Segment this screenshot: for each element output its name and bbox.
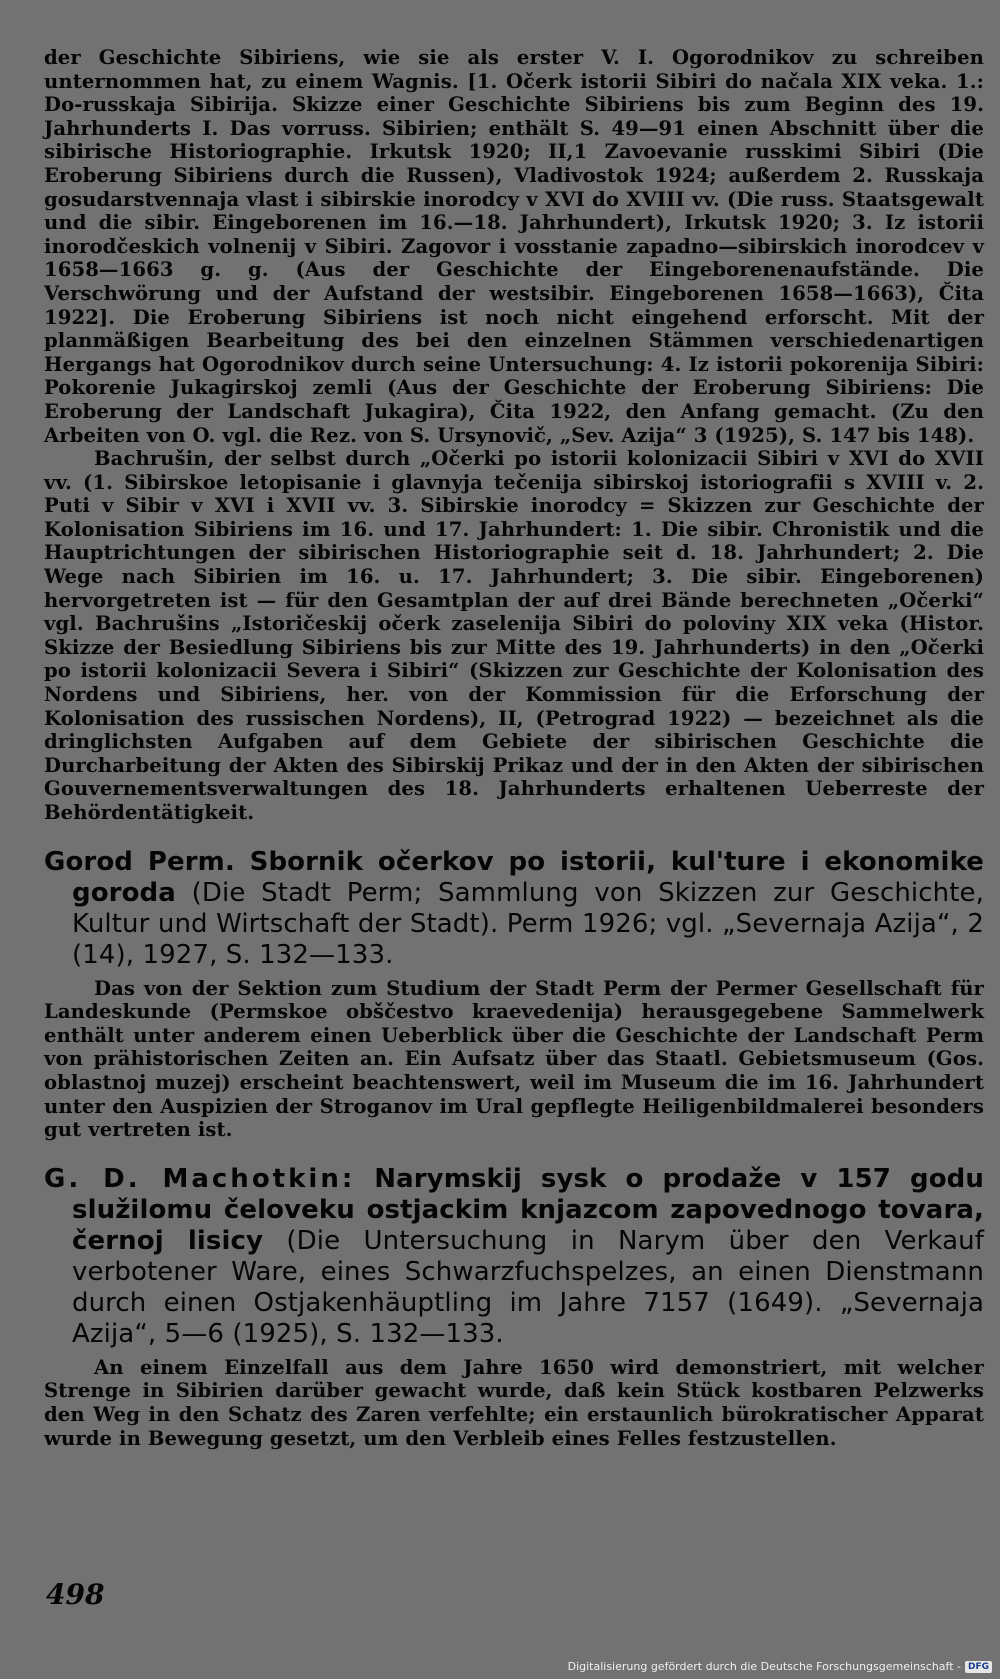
dfg-logo: DFG xyxy=(965,1661,992,1673)
entry-machotkin-title-bold: Narymskij sysk o prodaže v 157 godu služilomu čeloveku ostjackim knjazcom zapovednogo tovara, černoj lisicy xyxy=(72,1163,984,1256)
entry-gorod-perm-body: Das von der Sektion zum Studium der Stadt Perm der Permer Gesellschaft für Landeskunde (Permskoe obščestvo kraevedenija) herausgegebene Sammelwerk enthält unter anderem einen Ueberblick über die Geschichte der Landschaft Perm von prähistorischen Zeiten an. Ein Aufsatz über das Staatl. Gebietsmuseum (Gos. oblastnoj muzej) erscheint beachtenswert, weil im Museum die im 16. Jahrhundert unter den Auspizien der Stroganov im Ural gepflegte Heiligenbildmalerei besonders gut vertreten ist. xyxy=(44,976,984,1142)
entry-gorod-perm-title xyxy=(44,847,984,971)
digitization-footer xyxy=(568,1660,992,1673)
intro-paragraph: der Geschichte Sibiriens, wie sie als erster V. I. Ogorodnikov zu schreiben unternommen hat, zu einem Wagnis. [1. Očerk istorii Sibiri do načala XIX veka. 1.: Do-russkaja Sibirija. Skizze einer Geschichte Sibiriens bis zum Beginn des 19. Jahrhunderts I. Das vorruss. Sibirien; enthält S. 49—91 einen Abschnitt über die sibirische Historiographie. Irkutsk 1920; II,1 Zavoevanie russkimi Sibiri (Die Eroberung Sibiriens durch die Russen), Vladivostok 1924; außerdem 2. Russkaja gosudarstvennaja vlast i sibirskie inorodcy v XVI do XVIII vv. (Die russ. Staatsgewalt und die sibir. Eingeborenen im 16.—18. Jahrhundert), Irkutsk 1920; 3. Iz istorii inorodčeskich volnenij v Sibiri. Zagovor i vosstanie zapadno—sibirskich inorodcev v 1658—1663 g. g. (Aus der Geschichte der Eingeborenenaufstände. Die Verschwörung und der Aufstand der westsibir. Eingeborenen 1658—1663), Čita 1922]. Die Eroberung Sibiriens ist noch nicht eingehend erforscht. Mit der planmäßigen Bearbeitung des bei den einzelnen Stämmen verschiedenartigen Hergangs hat Ogorodnikov durch seine Untersuchung: 4. Iz istorii pokorenija Sibiri: Pokorenie Jukagirskoj zemli (Aus der Geschichte der Eroberung Sibiriens: Die Eroberung der Landschaft Jukagira), Čita 1922, den Anfang gemacht. (Zu den Arbeiten von O. vgl. die Rez. von S. Ursynovič, „Sev. Azija“ 3 (1925), S. 147 bis 148). xyxy=(44,46,984,447)
entry-machotkin-title-rest: (Die Untersuchung in Narym über den Verkauf verbotener Ware, eines Schwarzfuchspelzes, an einen Dienstmann durch einen Ostjakenhäuptling im Jahre 7157 (1649). „Severnaja Azija“, 5—6 (1925), S. 132—133. xyxy=(72,1225,984,1349)
page-number: 498 xyxy=(46,1578,105,1611)
entry-gorod-perm-title-bold: Gorod Perm. Sbornik očerkov po istorii, kul'ture i ekonomike goroda xyxy=(44,846,984,908)
entry-gorod-perm-title-rest: (Die Stadt Perm; Sammlung von Skizzen zur Geschichte, Kultur und Wirtschaft der Stadt). Perm 1926; vgl. „Severnaja Azija“, 2 (14), 1927, S. 132—133. xyxy=(72,877,984,970)
entry-machotkin-title xyxy=(44,1164,984,1350)
footer-text: Digitalisierung gefördert durch die Deutsche Forschungsgemeinschaft - xyxy=(567,1660,961,1673)
bachrusin-paragraph: Bachrušin, der selbst durch „Očerki po istorii kolonizacii Sibiri v XVI do XVII vv. (1. Sibirskoe letopisanie i glavnyja tečenija sibirskoj istoriografii s XVIII v. 2. Puti v Sibir v XVI i XVII vv. 3. Sibirskie inorodcy = Skizzen zur Geschichte der Kolonisation Sibiriens im 16. und 17. Jahrhundert: 1. Die sibir. Chronistik und die Hauptrichtungen der sibirischen Historiographie seit d. 18. Jahrhundert; 2. Die Wege nach Sibirien im 16. u. 17. Jahrhundert; 3. Die sibir. Eingeborenen) hervorgetreten ist — für den Gesamtplan der auf drei Bände berechneten „Očerki“ vgl. Bachrušins „Istoričeskij očerk zaselenija Sibiri do poloviny XIX veka (Histor. Skizze der Besiedlung Sibiriens bis zur Mitte des 19. Jahrhunderts) in den „Očerki po istorii kolonizacii Severa i Sibiri“ (Skizzen zur Geschichte der Kolonisation des Nordens und Sibiriens, her. von der Kommission für die Erforschung der Kolonisation des russischen Nordens), II, (Petrograd 1922) — bezeichnet als die dringlichsten Aufgaben auf dem Gebiete der sibirischen Geschichte die Durcharbeitung der Akten des Sibirskij Prikaz und der in den Akten der sibirischen Gouvernementsverwaltungen des 18. Jahrhunderts erhaltenen Ueberreste der Behördentätigkeit. xyxy=(44,447,984,824)
text-column xyxy=(44,46,984,1450)
entry-machotkin-author: G. D. Machotkin: xyxy=(44,1163,356,1194)
entry-machotkin-body: An einem Einzelfall aus dem Jahre 1650 wird demonstriert, mit welcher Strenge in Sibirien darüber gewacht wurde, daß kein Stück kostbaren Pelzwerks den Weg in den Schatz des Zaren verfehlte; ein erstaunlich bürokratischer Apparat wurde in Bewegung gesetzt, um den Verbleib eines Felles festzustellen. xyxy=(44,1355,984,1450)
